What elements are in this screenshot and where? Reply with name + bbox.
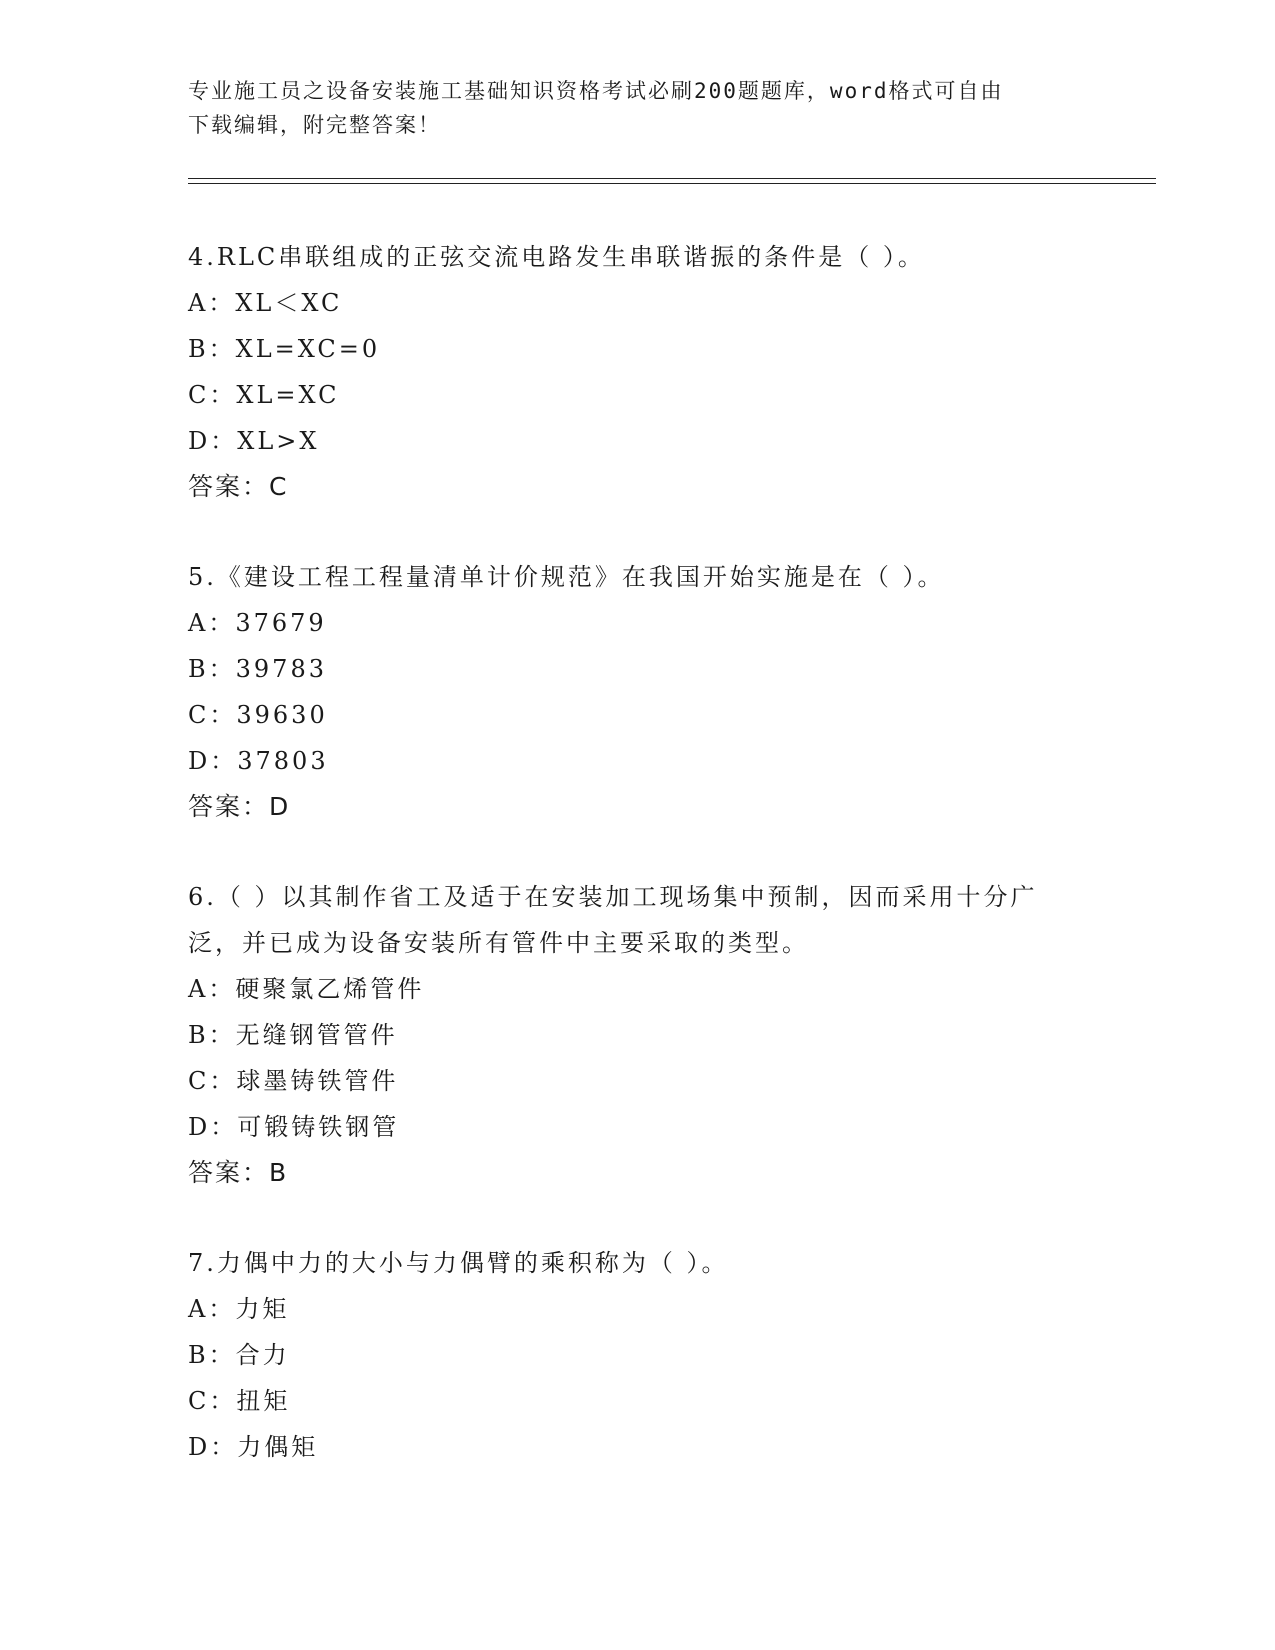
option-d: D：可锻铸铁钢管: [188, 1113, 400, 1141]
document-header: [188, 74, 1088, 142]
option-b: B：XL=XC=0: [188, 335, 381, 363]
option-c: C：扭矩: [188, 1387, 291, 1415]
question-title: 7.力偶中力的大小与力偶臂的乘积称为（ ）。: [188, 1249, 729, 1277]
question-title: 5.《建设工程工程量清单计价规范》在我国开始实施是在（ ）。: [188, 563, 945, 591]
question-title: 4.RLC串联组成的正弦交流电路发生串联谐振的条件是（ ）。: [188, 243, 925, 271]
answer-label: 答案：B: [188, 1158, 289, 1187]
option-a: A：力矩: [188, 1295, 290, 1323]
option-c: C：XL=XC: [188, 381, 340, 409]
option-b: B：无缝钢管管件: [188, 1021, 398, 1049]
question-title: 6.（ ）以其制作省工及适于在安装加工现场集中预制，因而采用十分广泛，并已成为设备安装所有管件中主要采取的类型。: [188, 883, 1038, 957]
answer-label: 答案：C: [188, 472, 289, 501]
question-4: [188, 234, 1088, 510]
option-a: A：XL＜XC: [188, 289, 343, 317]
header-line-2: 下载编辑，附完整答案！: [188, 113, 441, 137]
header-line-1: 专业施工员之设备安装施工基础知识资格考试必刷200题题库，word格式可自由: [188, 79, 1004, 103]
option-c: C：39630: [188, 701, 328, 729]
option-b: B：合力: [188, 1341, 290, 1369]
option-a: A：硬聚氯乙烯管件: [188, 975, 425, 1003]
question-7: [188, 1240, 1088, 1470]
option-a: A：37679: [188, 609, 327, 637]
question-5: [188, 554, 1088, 830]
option-d: D：力偶矩: [188, 1433, 319, 1461]
header-divider-top: [188, 178, 1156, 179]
answer-label: 答案：D: [188, 792, 291, 821]
question-6: [188, 874, 1088, 1196]
header-divider-bottom: [188, 183, 1156, 184]
option-d: D：37803: [188, 747, 329, 775]
option-b: B：39783: [188, 655, 327, 683]
option-d: D：XL>X: [188, 427, 320, 455]
option-c: C：球墨铸铁管件: [188, 1067, 399, 1095]
